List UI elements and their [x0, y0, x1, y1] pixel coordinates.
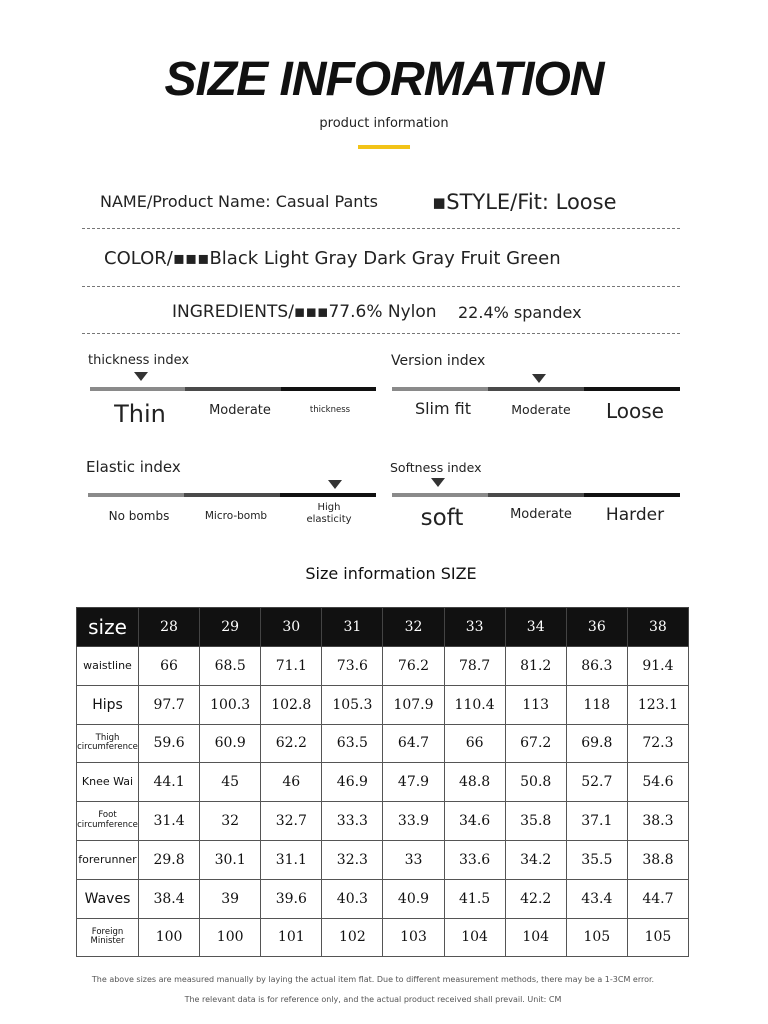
measurement-value: 104 — [505, 918, 566, 957]
product-color: COLOR/▪▪▪Black Light Gray Dark Gray Fruit Green — [104, 248, 561, 269]
measurement-value: 32.3 — [322, 840, 383, 879]
measurement-value: 40.3 — [322, 879, 383, 918]
softness-index-scale — [392, 493, 680, 497]
measurement-value: 66 — [444, 724, 505, 763]
elastic-index-marker-icon — [328, 480, 342, 489]
reference-note: The relevant data is for reference only, and the actual product received shall prevail. Unit: CM — [184, 995, 562, 1004]
scale-segment — [488, 387, 584, 391]
size-header-cell: 32 — [383, 608, 444, 647]
measurement-value: 102 — [322, 918, 383, 957]
version-option-moderate: Moderate — [511, 402, 571, 417]
measurement-value: 76.2 — [383, 647, 444, 686]
measurement-value: 44.7 — [627, 879, 688, 918]
size-header-cell: 31 — [322, 608, 383, 647]
scale-segment — [488, 493, 584, 497]
measurement-value: 42.2 — [505, 879, 566, 918]
thickness-index-label: thickness index — [88, 353, 190, 368]
measurement-value: 67.2 — [505, 724, 566, 763]
table-row — [77, 724, 689, 763]
measurement-value: 33 — [383, 840, 444, 879]
measurement-value: 100.3 — [200, 685, 261, 724]
softness-index-label: Softness index — [390, 460, 482, 475]
scale-segment — [280, 493, 376, 497]
table-row — [77, 647, 689, 686]
measurement-value: 46.9 — [322, 763, 383, 802]
measurement-value: 68.5 — [200, 647, 261, 686]
measurement-note: The above sizes are measured manually by laying the actual item flat. Due to different measurement methods, there may be a 1-3CM error. — [91, 975, 655, 984]
measurement-value: 59.6 — [139, 724, 200, 763]
size-column-header: size — [77, 608, 139, 647]
measurement-label: forerunner — [77, 840, 139, 879]
measurement-value: 33.6 — [444, 840, 505, 879]
size-table — [76, 607, 689, 957]
measurement-value: 101 — [261, 918, 322, 957]
measurement-value: 37.1 — [566, 802, 627, 841]
size-header-cell: 33 — [444, 608, 505, 647]
thickness-index-marker-icon — [134, 372, 148, 381]
measurement-value: 44.1 — [139, 763, 200, 802]
measurement-value: 43.4 — [566, 879, 627, 918]
measurement-value: 123.1 — [627, 685, 688, 724]
elastic-option-high-elasticity: High elasticity — [306, 502, 352, 525]
measurement-label: Hips — [77, 685, 139, 724]
product-name: NAME/Product Name: Casual Pants — [100, 192, 379, 211]
measurement-value: 30.1 — [200, 840, 261, 879]
measurement-value: 34.2 — [505, 840, 566, 879]
measurement-value: 33.3 — [322, 802, 383, 841]
measurement-value: 71.1 — [261, 647, 322, 686]
product-ingredients: INGREDIENTS/▪▪▪77.6% Nylon — [172, 302, 437, 322]
divider — [82, 286, 680, 287]
measurement-value: 38.4 — [139, 879, 200, 918]
measurement-value: 33.9 — [383, 802, 444, 841]
version-index-scale — [392, 387, 680, 391]
measurement-value: 46 — [261, 763, 322, 802]
measurement-value: 52.7 — [566, 763, 627, 802]
table-row — [77, 840, 689, 879]
scale-segment — [88, 493, 184, 497]
measurement-value: 39.6 — [261, 879, 322, 918]
page-title: SIZE INFORMATION — [164, 53, 604, 106]
measurement-value: 63.5 — [322, 724, 383, 763]
scale-segment — [184, 493, 280, 497]
table-row — [77, 918, 689, 957]
divider — [82, 228, 680, 229]
measurement-value: 34.6 — [444, 802, 505, 841]
product-ingredients-spandex: 22.4% spandex — [458, 303, 582, 322]
size-header-cell: 29 — [200, 608, 261, 647]
measurement-label: Foot circumference — [77, 802, 139, 841]
version-option-slim-fit: Slim fit — [414, 399, 472, 418]
scale-segment — [392, 493, 488, 497]
version-option-loose: Loose — [606, 399, 664, 423]
measurement-value: 40.9 — [383, 879, 444, 918]
measurement-value: 110.4 — [444, 685, 505, 724]
size-header-cell: 36 — [566, 608, 627, 647]
measurement-value: 39 — [200, 879, 261, 918]
size-header-cell: 30 — [261, 608, 322, 647]
measurement-value: 103 — [383, 918, 444, 957]
measurement-label: Waves — [77, 879, 139, 918]
measurement-value: 97.7 — [139, 685, 200, 724]
measurement-value: 38.8 — [627, 840, 688, 879]
softness-index-marker-icon — [431, 478, 445, 487]
scale-segment — [584, 493, 680, 497]
measurement-value: 102.8 — [261, 685, 322, 724]
size-header-cell: 34 — [505, 608, 566, 647]
measurement-value: 50.8 — [505, 763, 566, 802]
size-header-cell: 38 — [627, 608, 688, 647]
measurement-value: 60.9 — [200, 724, 261, 763]
measurement-label: waistline — [77, 647, 139, 686]
measurement-value: 54.6 — [627, 763, 688, 802]
scale-segment — [392, 387, 488, 391]
measurement-value: 113 — [505, 685, 566, 724]
measurement-value: 81.2 — [505, 647, 566, 686]
measurement-value: 45 — [200, 763, 261, 802]
elastic-option-no-bombs: No bombs — [108, 509, 170, 523]
elastic-index-scale — [88, 493, 376, 497]
measurement-label: Knee Wai — [77, 763, 139, 802]
table-row — [77, 879, 689, 918]
table-row — [77, 802, 689, 841]
measurement-value: 38.3 — [627, 802, 688, 841]
measurement-value: 35.8 — [505, 802, 566, 841]
thickness-option-moderate: Moderate — [209, 403, 271, 418]
measurement-value: 31.1 — [261, 840, 322, 879]
measurement-value: 32 — [200, 802, 261, 841]
product-style: ▪STYLE/Fit: Loose — [432, 190, 617, 214]
measurement-value: 72.3 — [627, 724, 688, 763]
elastic-index-label: Elastic index — [86, 458, 181, 476]
thickness-index-scale — [90, 387, 376, 391]
measurement-value: 78.7 — [444, 647, 505, 686]
softness-option-moderate: Moderate — [510, 507, 572, 522]
measurement-value: 104 — [444, 918, 505, 957]
softness-option-soft: soft — [420, 505, 464, 531]
measurement-value: 91.4 — [627, 647, 688, 686]
measurement-value: 48.8 — [444, 763, 505, 802]
measurement-value: 35.5 — [566, 840, 627, 879]
measurement-label: Foreign Minister — [77, 918, 139, 957]
scale-segment — [584, 387, 680, 391]
version-index-marker-icon — [532, 374, 546, 383]
scale-segment — [90, 387, 185, 391]
measurement-label: Thigh circumference — [77, 724, 139, 763]
accent-underline — [358, 145, 410, 149]
version-index-label: Version index — [391, 353, 486, 369]
table-row — [77, 763, 689, 802]
thickness-option-thin: Thin — [114, 400, 166, 428]
measurement-value: 105.3 — [322, 685, 383, 724]
scale-segment — [281, 387, 376, 391]
measurement-value: 64.7 — [383, 724, 444, 763]
measurement-value: 41.5 — [444, 879, 505, 918]
measurement-value: 100 — [139, 918, 200, 957]
table-row — [77, 685, 689, 724]
measurement-value: 47.9 — [383, 763, 444, 802]
measurement-value: 100 — [200, 918, 261, 957]
size-table-header-row — [77, 608, 689, 647]
measurement-value: 62.2 — [261, 724, 322, 763]
softness-option-harder: Harder — [605, 505, 665, 525]
measurement-value: 105 — [627, 918, 688, 957]
measurement-value: 118 — [566, 685, 627, 724]
divider — [82, 333, 680, 334]
measurement-value: 86.3 — [566, 647, 627, 686]
measurement-value: 29.8 — [139, 840, 200, 879]
measurement-value: 69.8 — [566, 724, 627, 763]
measurement-value: 31.4 — [139, 802, 200, 841]
measurement-value: 32.7 — [261, 802, 322, 841]
measurement-value: 66 — [139, 647, 200, 686]
elastic-option-micro-bomb: Micro-bomb — [204, 510, 268, 522]
size-header-cell: 28 — [139, 608, 200, 647]
measurement-value: 73.6 — [322, 647, 383, 686]
measurement-value: 107.9 — [383, 685, 444, 724]
measurement-value: 105 — [566, 918, 627, 957]
size-table-heading: Size information SIZE — [305, 564, 477, 583]
thickness-option-thickness: thickness — [309, 405, 351, 415]
page-subtitle: product information — [319, 116, 449, 131]
scale-segment — [185, 387, 280, 391]
